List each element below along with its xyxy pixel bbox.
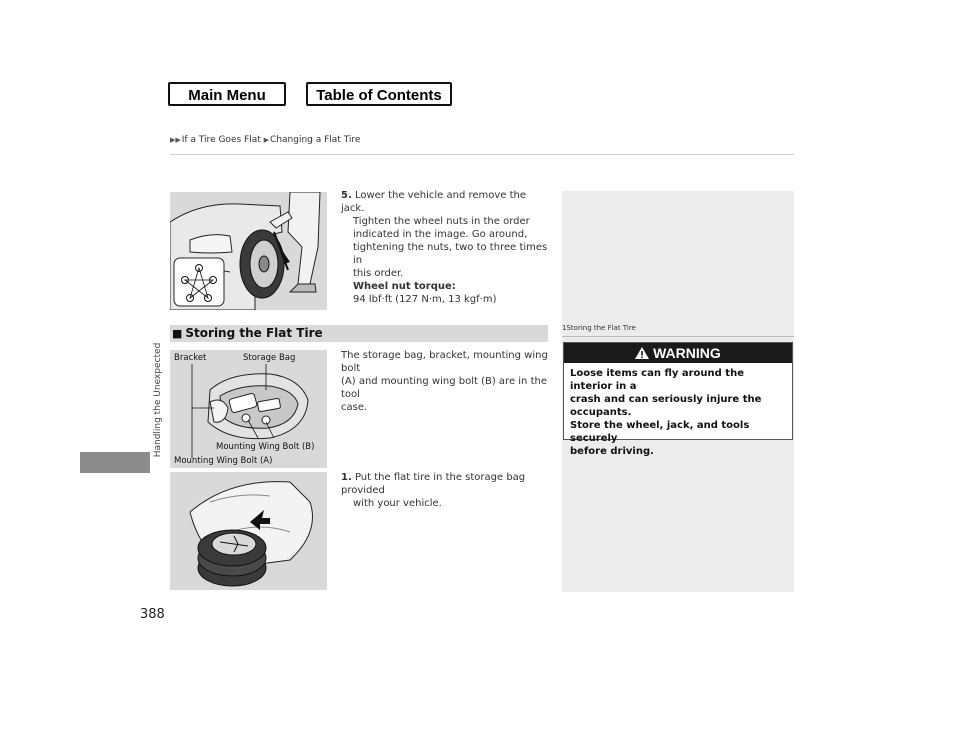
storage-intro-text [341,349,551,414]
step-number: 5. [341,190,352,201]
side-tab[interactable] [150,335,162,475]
note-marker-icon: 1 [562,324,567,332]
label-bolt-a: Mounting Wing Bolt (A) [174,456,273,466]
text-line: (A) and mounting wing bolt (B) are in the tool [341,376,547,400]
torque-label: Wheel nut torque: [353,281,456,292]
text-line: Put the flat tire in the storage bag provided [341,472,526,496]
section-square-icon: ■ [172,327,183,340]
warning-bar [564,343,792,363]
warning-title: WARNING [653,345,721,361]
text-line: crash and can seriously injure the [570,394,762,405]
jack-lowering-illustration [170,192,327,310]
breadcrumb-item-flat-tire[interactable]: If a Tire Goes Flat [181,135,261,145]
warning-box [563,342,793,457]
torque-value: 94 lbf·ft (127 N·m, 13 kgf·m) [353,294,497,305]
warning-text [570,367,788,458]
main-menu-button[interactable]: Main Menu [168,82,286,106]
breadcrumb-arrow-icon: ▶▶ [170,136,181,144]
text-line: indicated in the image. Go around, [353,229,528,240]
text-line: The storage bag, bracket, mounting wing bolt [341,350,548,374]
label-bolt-b: Mounting Wing Bolt (B) [216,442,315,452]
side-tab-label: Handling the Unexpected [153,342,163,458]
side-note-heading [562,324,636,332]
label-bracket: Bracket [174,353,207,363]
page-number: 388 [140,607,165,622]
warning-triangle-icon [635,345,653,361]
step-number: 1. [341,472,352,483]
side-tab-marker [80,452,150,473]
text-line: this order. [353,268,404,279]
text-line: Store the wheel, jack, and tools securely [570,420,750,444]
tire-storage-bag-illustration [170,472,327,590]
side-note-divider [562,336,794,337]
breadcrumb-arrow-icon: ▶ [263,136,270,144]
text-line: Loose items can fly around the interior in a [570,368,744,392]
breadcrumb [170,135,360,145]
header-divider [170,154,794,155]
table-of-contents-button[interactable]: Table of Contents [306,82,452,106]
text-line: before driving. [570,446,654,457]
section-heading [170,325,548,342]
section-title: Storing the Flat Tire [185,326,323,340]
step-1-text [341,471,553,510]
text-line: with your vehicle. [353,498,442,509]
text-line: Lower the vehicle and remove the jack. [341,190,527,214]
side-note-title: Storing the Flat Tire [566,324,636,332]
breadcrumb-item-changing-tire[interactable]: Changing a Flat Tire [270,135,361,145]
text-line: Tighten the wheel nuts in the order [353,216,530,227]
text-line: tightening the nuts, two to three times in [353,242,548,266]
label-storage-bag: Storage Bag [243,353,296,363]
step-5-text [341,189,551,306]
text-line: occupants. [570,407,632,418]
text-line: case. [341,402,368,413]
